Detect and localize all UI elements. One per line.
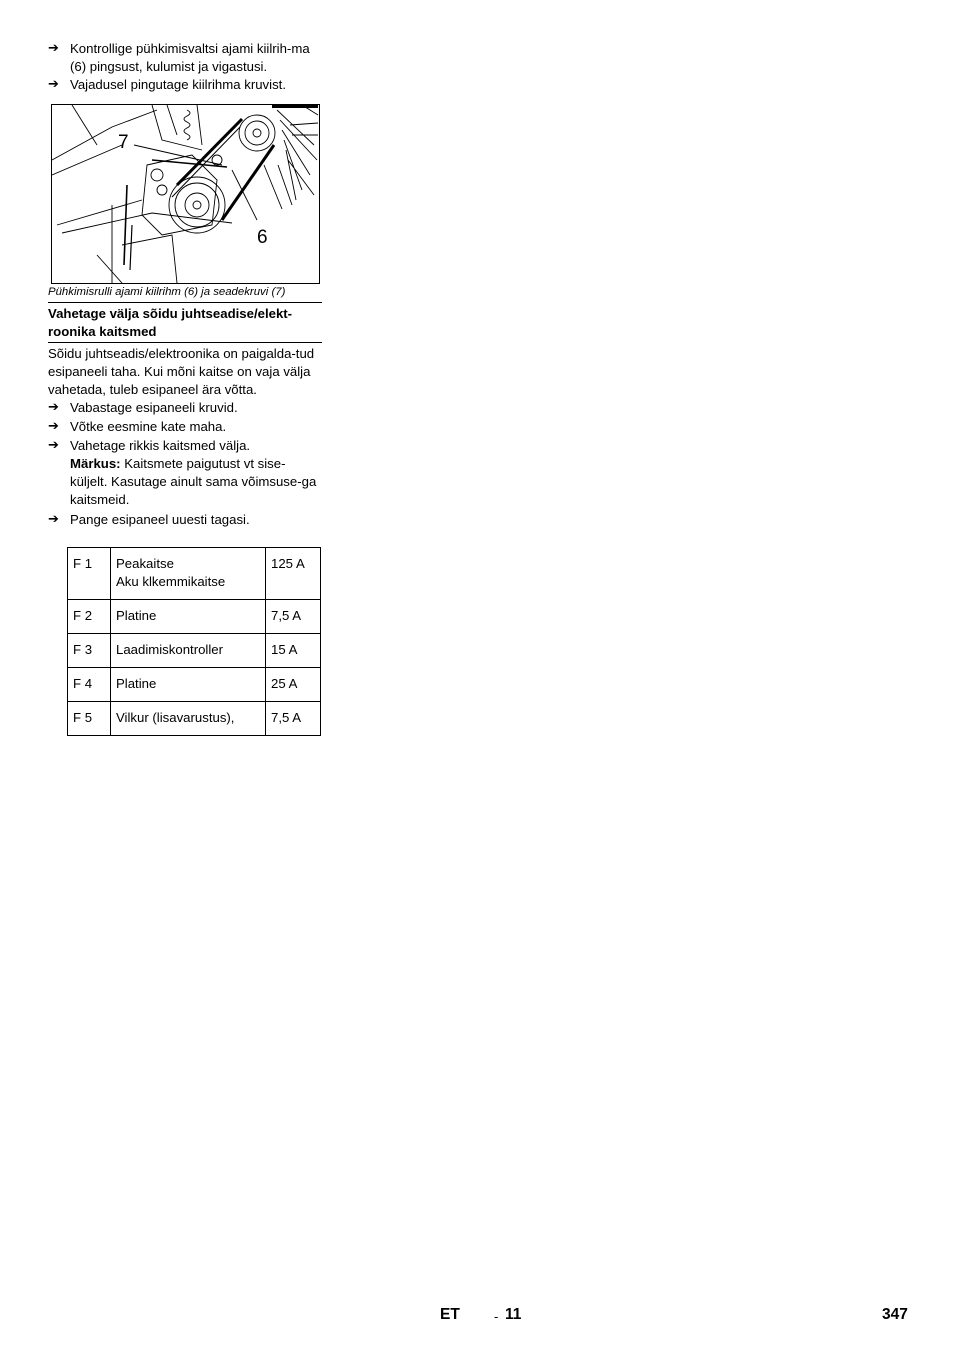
section-intro: Sõidu juhtseadis/elektroonika on paigalda-tud esipaneeli taha. Kui mõni kaitse on vaja välja vahetada, tuleb esipaneel ära võtta. xyxy=(48,346,315,397)
fuse-id: F 5 xyxy=(68,702,111,736)
figure-label-7: 7 xyxy=(118,132,129,153)
fuse-name xyxy=(111,548,266,600)
step-text: Võtke eesmine kate maha. xyxy=(70,419,227,434)
step-item xyxy=(48,40,322,76)
footer-section-page: 11 xyxy=(505,1306,522,1323)
fuse-name-line-2: Aku klkemmikaitse xyxy=(116,574,226,589)
figure-caption: Pühkimisrulli ajami kiilrihm (6) ja seadekruvi (7) xyxy=(48,285,322,303)
fuse-rating: 25 A xyxy=(266,668,321,702)
footer-page-number: 347 xyxy=(882,1306,908,1323)
table-row xyxy=(68,548,321,600)
fuse-rating: 7,5 A xyxy=(266,600,321,634)
fuse-id: F 4 xyxy=(68,668,111,702)
arrow-icon: ➔ xyxy=(48,419,59,434)
step-item xyxy=(48,76,322,94)
footer-language: ET xyxy=(440,1306,460,1323)
step-item xyxy=(48,437,322,455)
fuse-name-line: Peakaitse xyxy=(116,556,174,571)
table-row xyxy=(68,668,321,702)
fuse-id: F 3 xyxy=(68,634,111,668)
belt-drive-illustration xyxy=(52,105,319,283)
step-item xyxy=(48,511,322,529)
arrow-icon: ➔ xyxy=(48,400,59,415)
fuse-name: Platine xyxy=(111,668,266,702)
figure-label-6: 6 xyxy=(257,227,268,248)
step-item xyxy=(48,418,322,436)
table-row xyxy=(68,600,321,634)
step-text: Vahetage rikkis kaitsmed välja. xyxy=(70,438,251,453)
step-text: Vabastage esipaneeli kruvid. xyxy=(70,400,238,415)
footer-dash: - xyxy=(494,1309,499,1324)
arrow-icon: ➔ xyxy=(48,77,59,92)
note xyxy=(48,455,322,509)
fuse-rating: 125 A xyxy=(266,548,321,600)
note-label: Märkus: xyxy=(70,456,121,471)
fuse-name: Vilkur (lisavarustus), xyxy=(111,702,266,736)
arrow-icon: ➔ xyxy=(48,438,59,453)
table-row xyxy=(68,634,321,668)
fuse-name: Laadimiskontroller xyxy=(111,634,266,668)
fuse-id: F 2 xyxy=(68,600,111,634)
fuse-rating: 15 A xyxy=(266,634,321,668)
page-column xyxy=(48,40,322,736)
fuse-rating: 7,5 A xyxy=(266,702,321,736)
step-text: Vajadusel pingutage kiilrihma kruvist. xyxy=(70,77,286,92)
section-heading: Vahetage välja sõidu juhtseadise/elekt-roonika kaitsmed xyxy=(48,305,322,343)
figure-belt-drive xyxy=(51,104,320,284)
fuse-name: Platine xyxy=(111,600,266,634)
fuse-id: F 1 xyxy=(68,548,111,600)
arrow-icon: ➔ xyxy=(48,512,59,527)
step-text: Kontrollige pühkimisvaltsi ajami kiilrih-ma (6) pingsust, kulumist ja vigastusi. xyxy=(70,41,310,74)
note-text: Kaitsmete paigutust vt sise-küljelt. Kasutage ainult sama võimsuse-ga kaitsmeid. xyxy=(70,456,317,507)
arrow-icon: ➔ xyxy=(48,41,59,56)
fuse-table xyxy=(67,547,321,736)
step-item xyxy=(48,399,322,417)
table-row xyxy=(68,702,321,736)
step-text: Pange esipaneel uuesti tagasi. xyxy=(70,512,250,527)
